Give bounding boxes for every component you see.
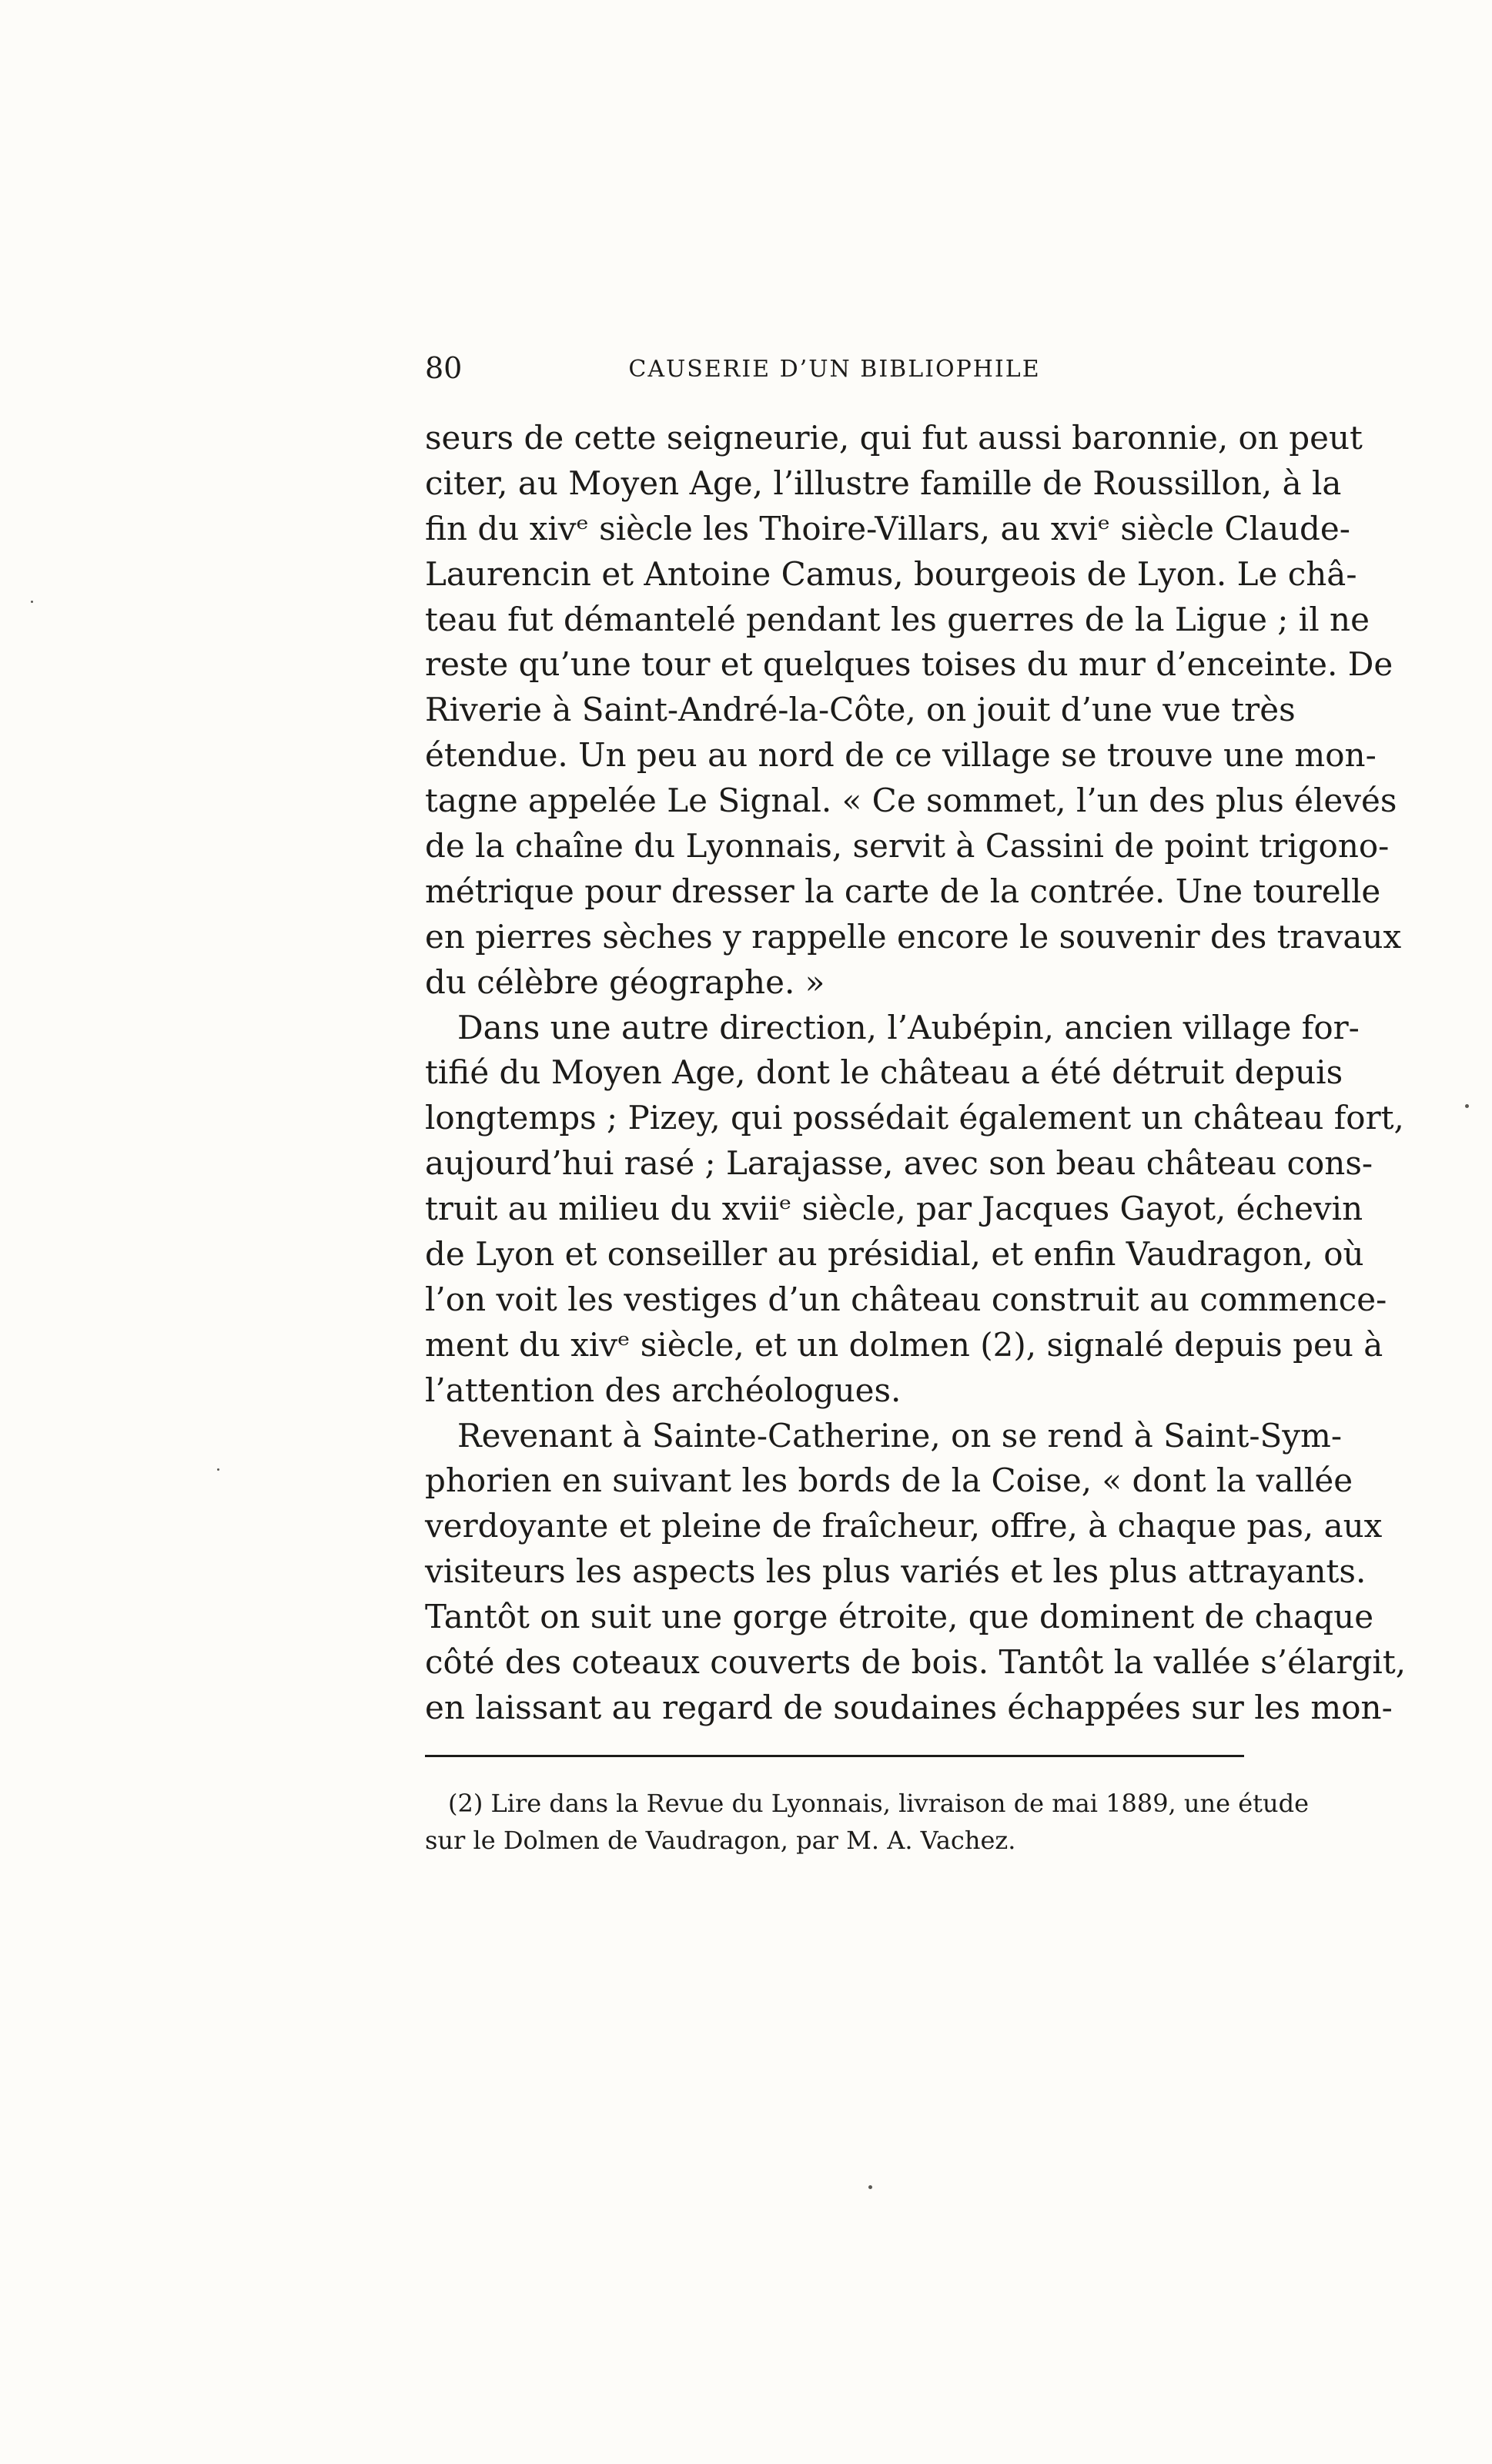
- text-line: Revenant à Sainte-Catherine, on se rend à Saint-Sym-: [457, 1416, 1343, 1455]
- text-line: en laissant au regard de soudaines échappées sur les mon-: [425, 1688, 1393, 1726]
- text-line: visiteurs les aspects les plus variés et les plus attrayants.: [425, 1552, 1367, 1591]
- text-line: l’on voit les vestiges d’un château construit au commence-: [425, 1280, 1387, 1318]
- text-line: tagne appelée Le Signal. « Ce sommet, l’un des plus élevés: [425, 782, 1397, 820]
- paper-speck: [1465, 1104, 1469, 1108]
- page-number: 80: [425, 351, 463, 385]
- footnotes: [425, 1785, 1310, 1859]
- text-line: de Lyon et conseiller au présidial, et enfin Vaudragon, où: [425, 1235, 1364, 1274]
- body-text: [425, 416, 1407, 1731]
- text-line: truit au milieu du xviiᵉ siècle, par Jacques Gayot, échevin: [425, 1190, 1363, 1228]
- text-line: étendue. Un peu au nord de ce village se trouve une mon-: [425, 736, 1377, 775]
- text-line: phorien en suivant les bords de la Coise, « dont la vallée: [425, 1461, 1353, 1500]
- page-header: [425, 351, 1244, 397]
- text-line: aujourd’hui rasé ; Larajasse, avec son beau château cons-: [425, 1144, 1373, 1183]
- text-line: Laurencin et Antoine Camus, bourgeois de Lyon. Le châ-: [425, 554, 1357, 593]
- footnote-divider: [425, 1755, 1244, 1757]
- text-line: longtemps ; Pizey, qui possédait également un château fort,: [425, 1099, 1404, 1137]
- text-line: Riverie à Saint-André-la-Côte, on jouit d’une vue très: [425, 691, 1296, 729]
- text-line: Dans une autre direction, l’Aubépin, ancien village for-: [457, 1008, 1360, 1046]
- text-line: teau fut démantelé pendant les guerres de la Ligue ; il ne: [425, 600, 1370, 638]
- paper-speck: [31, 601, 33, 603]
- paper-speck: [868, 2185, 872, 2189]
- text-line: verdoyante et pleine de fraîcheur, offre, à chaque pas, aux: [425, 1507, 1383, 1545]
- text-line: Tantôt on suit une gorge étroite, que dominent de chaque: [425, 1598, 1374, 1636]
- text-line: métrique pour dresser la carte de la contrée. Une tourelle: [425, 872, 1381, 910]
- running-title: CAUSERIE D’UN BIBLIOPHILE: [628, 356, 1041, 383]
- text-line: de la chaîne du Lyonnais, servit à Cassini de point trigono-: [425, 827, 1390, 865]
- footnote-line: (2) Lire dans la Revue du Lyonnais, livraison de mai 1889, une étude: [448, 1789, 1310, 1818]
- text-line: ment du xivᵉ siècle, et un dolmen (2), signalé depuis peu à: [425, 1325, 1383, 1364]
- paper-speck: [217, 1468, 219, 1471]
- text-line: du célèbre géographe. »: [425, 962, 825, 1001]
- text-line: seurs de cette seigneurie, qui fut aussi baronnie, on peut: [425, 419, 1363, 457]
- text-line: fin du xivᵉ siècle les Thoire-Villars, au xviᵉ siècle Claude-: [425, 509, 1350, 547]
- text-line: reste qu’une tour et quelques toises du mur d’enceinte. De: [425, 645, 1393, 684]
- text-line: citer, au Moyen Age, l’illustre famille de Roussillon, à la: [425, 464, 1342, 502]
- footnote-line: sur le Dolmen de Vaudragon, par M. A. Vachez.: [425, 1826, 1016, 1855]
- text-line: en pierres sèches y rappelle encore le souvenir des travaux: [425, 917, 1402, 956]
- text-line: tifié du Moyen Age, dont le château a été détruit depuis: [425, 1053, 1343, 1092]
- text-line: côté des coteaux couverts de bois. Tantôt la vallée s’élargit,: [425, 1643, 1407, 1682]
- text-line: l’attention des archéologues.: [425, 1371, 902, 1409]
